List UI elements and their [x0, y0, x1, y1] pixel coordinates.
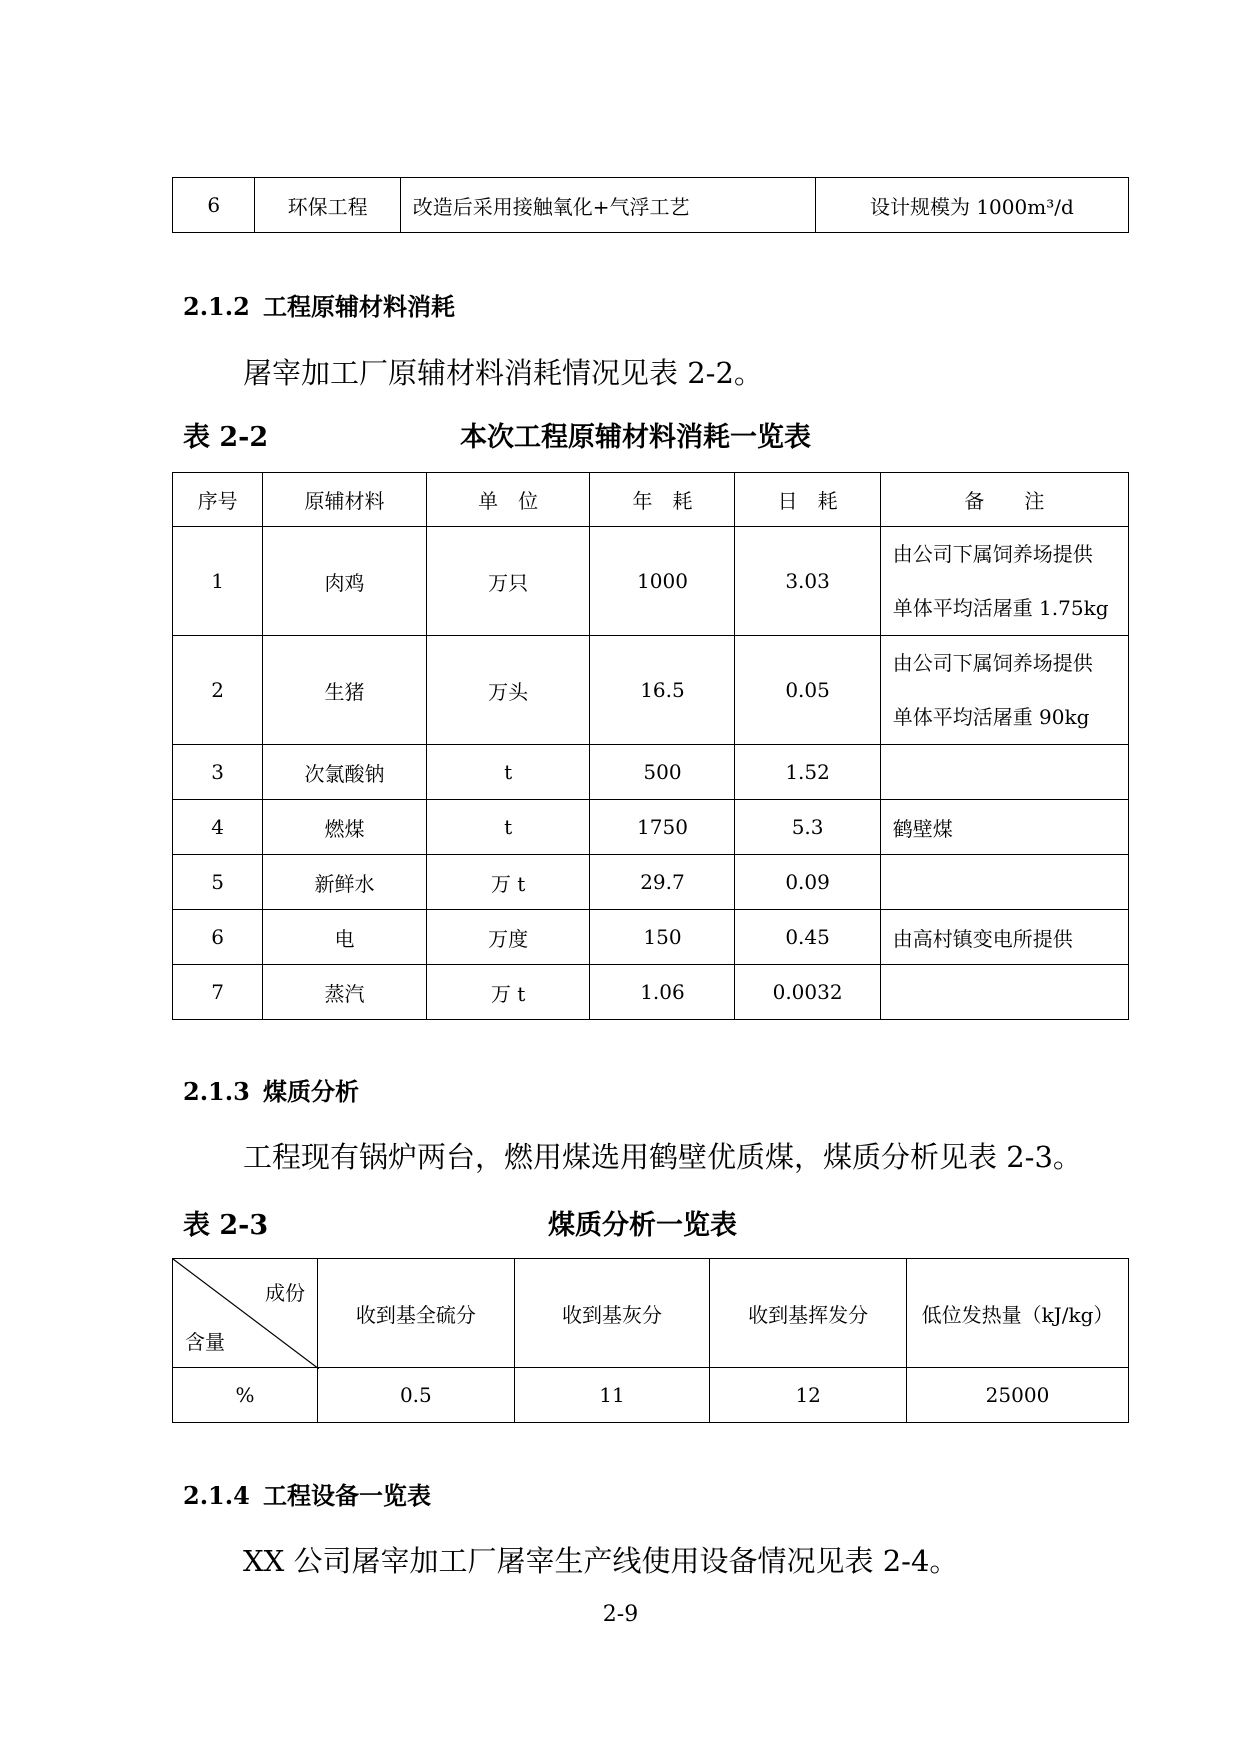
cell-note [880, 527, 1128, 636]
cell-note: 由高村镇变电所提供 [880, 910, 1128, 965]
cell-no: 6 [173, 910, 263, 965]
table-label: 表 2-2 [183, 422, 269, 453]
table-row [173, 910, 1129, 965]
cell-no: 3 [173, 745, 263, 800]
header-cell: 收到基灰分 [514, 1259, 710, 1368]
cell-name: 环保工程 [255, 178, 400, 233]
cell-note: 设计规模为 1000m³/d [815, 178, 1128, 233]
note-line: 单体平均活屠重 1.75kg [892, 596, 1109, 620]
cell-desc: 改造后采用接触氧化+气浮工艺 [400, 178, 815, 233]
cell-no: 2 [173, 636, 263, 745]
table-row [173, 636, 1129, 745]
header-cell: 收到基挥发分 [710, 1259, 907, 1368]
cell-year: 150 [590, 910, 735, 965]
corner-header-cell [173, 1259, 318, 1368]
section-heading-213 [183, 1072, 359, 1107]
cell-day: 0.45 [735, 910, 880, 965]
cell-name: 蒸汽 [263, 965, 427, 1020]
section-title: 工程原辅材料消耗 [263, 292, 455, 321]
table-row [173, 1368, 1129, 1423]
section-title: 工程设备一览表 [263, 1481, 431, 1510]
cell-unit: t [426, 745, 590, 800]
header-cell: 年 耗 [590, 473, 735, 527]
cell-unit: 万只 [426, 527, 590, 636]
cell-year: 1000 [590, 527, 735, 636]
table-row [173, 965, 1129, 1020]
header-cell: 原辅材料 [263, 473, 427, 527]
table-row [173, 178, 1129, 233]
note-line: 单体平均活屠重 90kg [892, 705, 1090, 729]
cell-no: 5 [173, 855, 263, 910]
value-cell: 0.5 [318, 1368, 515, 1423]
page-number: 2-9 [602, 1602, 639, 1627]
header-cell: 单 位 [426, 473, 590, 527]
cell-note: 鹤壁煤 [880, 800, 1128, 855]
cell-note [880, 855, 1128, 910]
paragraph-214: XX 公司屠宰加工厂屠宰生产线使用设备情况见表 2-4。 [243, 1544, 959, 1578]
table-header-row [173, 473, 1129, 527]
prev-table [172, 177, 1129, 233]
materials-table [172, 472, 1129, 1020]
header-cell: 序号 [173, 473, 263, 527]
cell-year: 16.5 [590, 636, 735, 745]
section-number: 2.1.3 [183, 1077, 250, 1106]
cell-day: 0.05 [735, 636, 880, 745]
section-number: 2.1.2 [183, 292, 250, 321]
table-label: 表 2-3 [183, 1210, 269, 1241]
cell-year: 1.06 [590, 965, 735, 1020]
table-header-row [173, 1259, 1129, 1368]
cell-day: 5.3 [735, 800, 880, 855]
cell-year: 1750 [590, 800, 735, 855]
header-cell: 低位发热量（kJ/kg） [906, 1259, 1128, 1368]
paragraph-212: 屠宰加工厂原辅材料消耗情况见表 2-2。 [243, 356, 763, 390]
table-title: 本次工程原辅材料消耗一览表 [460, 422, 811, 453]
cell-unit: 万 t [426, 855, 590, 910]
table-title: 煤质分析一览表 [548, 1210, 737, 1241]
header-cell: 日 耗 [735, 473, 880, 527]
section-title: 煤质分析 [263, 1077, 359, 1106]
cell-note [880, 636, 1128, 745]
paragraph-213: 工程现有锅炉两台，燃用煤选用鹤壁优质煤，煤质分析见表 2-3。 [243, 1140, 1082, 1174]
cell-unit: 万度 [426, 910, 590, 965]
cell-no: 4 [173, 800, 263, 855]
cell-year: 500 [590, 745, 735, 800]
cell-no: 1 [173, 527, 263, 636]
section-heading-212 [183, 287, 455, 322]
table-row [173, 800, 1129, 855]
cell-no: 6 [173, 178, 255, 233]
cell-unit: 万 t [426, 965, 590, 1020]
table-row [173, 745, 1129, 800]
cell-no: 7 [173, 965, 263, 1020]
cell-note [880, 745, 1128, 800]
value-cell: 11 [514, 1368, 710, 1423]
cell-name: 肉鸡 [263, 527, 427, 636]
cell-name: 燃煤 [263, 800, 427, 855]
cell-unit: t [426, 800, 590, 855]
value-cell: 25000 [906, 1368, 1128, 1423]
section-number: 2.1.4 [183, 1481, 250, 1510]
cell-day: 3.03 [735, 527, 880, 636]
note-line: 由公司下属饲养场提供 [892, 651, 1093, 675]
coal-analysis-table [172, 1258, 1129, 1423]
cell-name: 生猪 [263, 636, 427, 745]
note-line: 由公司下属饲养场提供 [892, 542, 1093, 566]
cell-name: 新鲜水 [263, 855, 427, 910]
section-heading-214 [183, 1476, 431, 1511]
cell-note [880, 965, 1128, 1020]
cell-name: 次氯酸钠 [263, 745, 427, 800]
cell-day: 0.09 [735, 855, 880, 910]
header-cell: 备 注 [880, 473, 1128, 527]
table-row [173, 527, 1129, 636]
value-cell: 12 [710, 1368, 907, 1423]
row-label-cell: % [173, 1368, 318, 1423]
table-row [173, 855, 1129, 910]
corner-top-label: 成份 [265, 1281, 305, 1305]
cell-day: 0.0032 [735, 965, 880, 1020]
cell-unit: 万头 [426, 636, 590, 745]
cell-day: 1.52 [735, 745, 880, 800]
corner-bottom-label: 含量 [185, 1330, 225, 1354]
cell-year: 29.7 [590, 855, 735, 910]
cell-name: 电 [263, 910, 427, 965]
header-cell: 收到基全硫分 [318, 1259, 515, 1368]
